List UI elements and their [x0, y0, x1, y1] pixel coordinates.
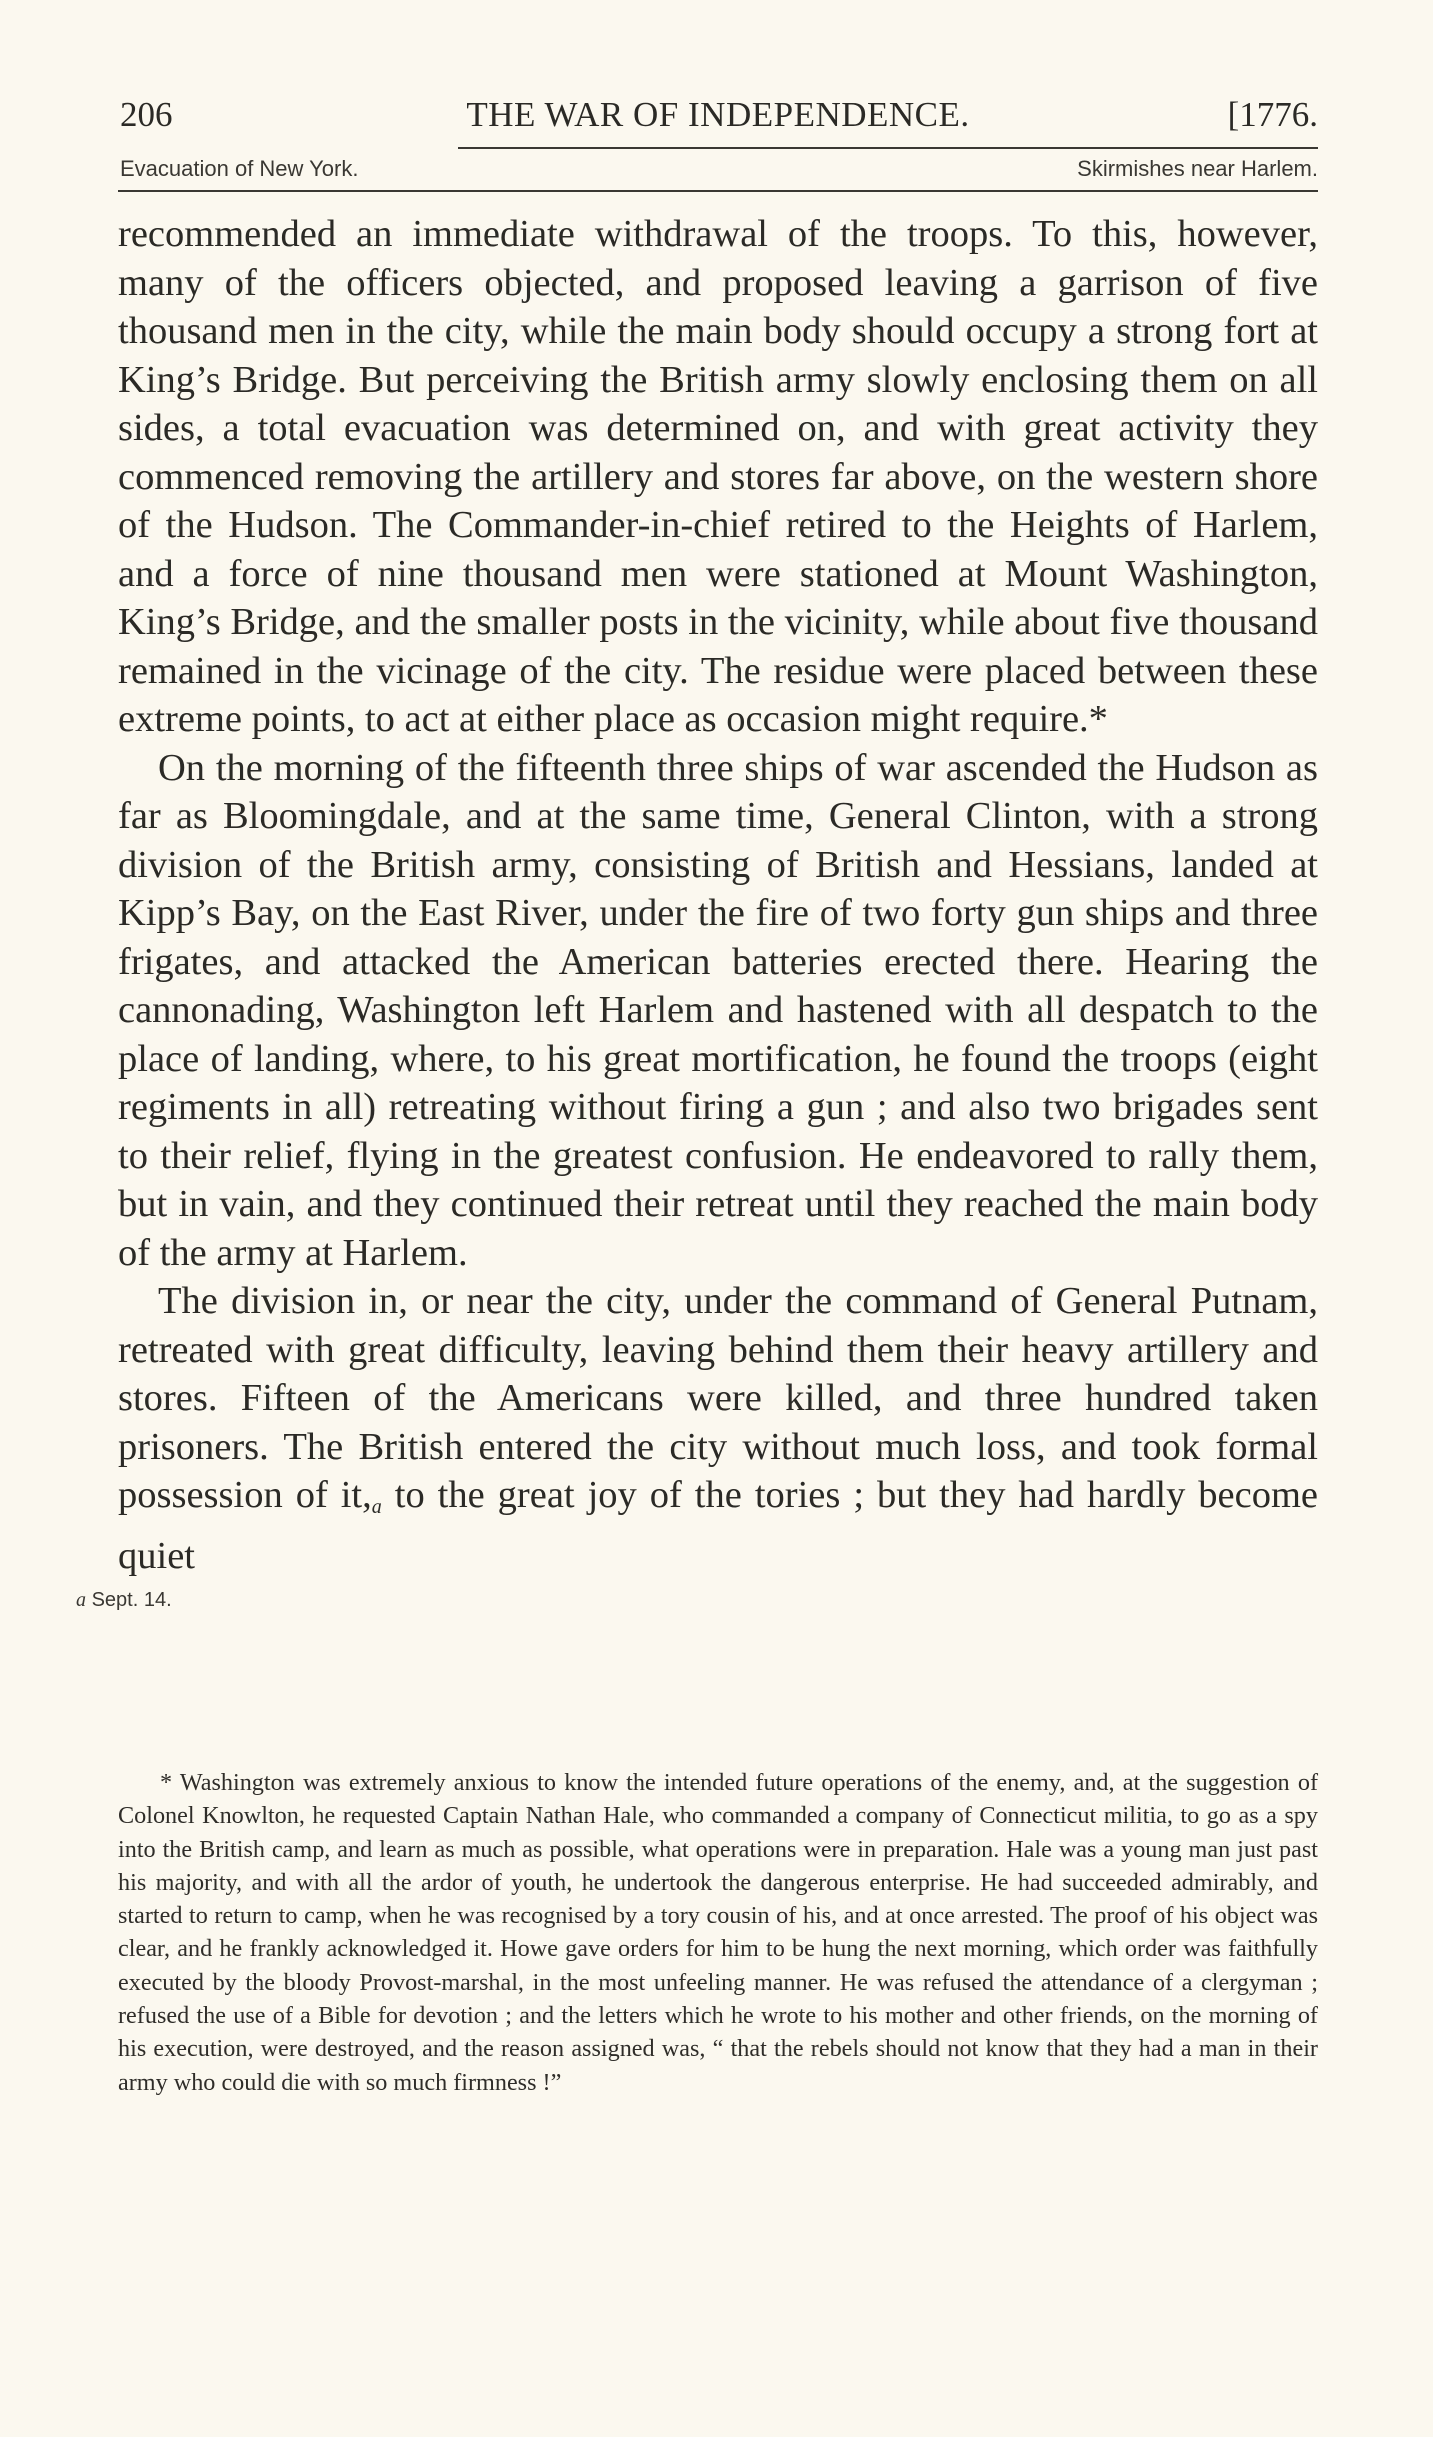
- note-marker: a: [371, 1496, 382, 1518]
- paragraph-1: recommended an immediate withdrawal of the troops. To this, however, many of the officers objected, and proposed leaving a garrison of five thousand men in the city, while the main body should occupy a strong fort at King’s Bridge. But perceiving the British army slowly enclosing them on all sides, a total evacuation was determined on, and with great activity they commenced removing the artillery and stores far above, on the western shore of the Hudson. The Commander-in-chief retired to the Heights of Harlem, and a force of nine thousand men were stationed at Mount Washington, King’s Bridge, and the smaller posts in the vicinity, while about five thousand remained in the vicinage of the city. The residue were placed between these extreme points, to act at either place as occasion might require.*: [118, 213, 1318, 740]
- paragraph-2: On the morning of the fifteenth three ships of war ascended the Hudson as far as Bloomingdale, and at the same time, General Clinton, with a strong division of the British army, consisting of British and Hessians, landed at Kipp’s Bay, on the East River, under the fire of two forty gun ships and three frigates, and attacked the American batteries erected there. Hearing the cannonading, Washington left Harlem and hastened with all despatch to the place of landing, where, to his great mortification, he found the troops (eight regiments in all) retreating without firing a gun ; and also two brigades sent to their relief, flying in the greatest confusion. He endeavored to rally them, but in vain, and they continued their retreat until they reached the main body of the army at Harlem.: [118, 746, 1318, 1274]
- body-text: [118, 210, 1318, 1580]
- subheader-left: Evacuation of New York.: [120, 156, 359, 181]
- margin-note: [76, 1588, 236, 1612]
- page-number: 206: [120, 95, 173, 134]
- header-rule: [458, 147, 1318, 149]
- paragraph-3: [118, 1277, 1318, 1580]
- margin-note-text: Sept. 14.: [91, 1589, 172, 1611]
- subheader-right: Skirmishes near Harlem.: [1077, 156, 1318, 181]
- book-page: [76, 0, 1319, 2437]
- running-title: THE WAR OF INDEPENDENCE.: [466, 95, 970, 134]
- header-year: [1776.: [1227, 95, 1318, 134]
- subheader-rule: [118, 190, 1318, 192]
- paragraph-3-continuation: to the great joy of the tories ; but they had hardly become quiet: [118, 1474, 1319, 1577]
- running-subheader: [118, 152, 1318, 186]
- margin-note-marker: a: [76, 1589, 86, 1611]
- paragraph-3-text: The division in, or near the city, under the command of General Putnam, retreated with great difficulty, leaving behind them their heavy artillery and stores. Fifteen of the Americans were killed, and three hundred taken prisoners. The British entered the city without much loss, and took formal possession of it,: [118, 1280, 1318, 1516]
- footnote: * Washington was extremely anxious to know the intended future operations of the enemy, and, at the suggestion of Colonel Knowlton, he requested Captain Nathan Hale, who commanded a company of Connecticut militia, to go as a spy into the British camp, and learn as much as possible, what operations were in preparation. Hale was a young man just past his majority, and with all the ardor of youth, he undertook the dangerous enterprise. He had succeeded admirably, and started to return to camp, when he was recognised by a tory cousin of his, and at once arrested. The proof of his object was clear, and he frankly acknowledged it. Howe gave orders for him to be hung the next morning, which order was faithfully executed by the bloody Provost-marshal, in the most unfeeling manner. He was refused the attendance of a clergyman ; refused the use of a Bible for devotion ; and the letters which he wrote to his mother and other friends, on the morning of his execution, were destroyed, and the reason assigned was, “ that the rebels should not know that they had a man in their army who could die with so much firmness !”: [118, 1769, 1318, 2096]
- running-header: [118, 92, 1318, 138]
